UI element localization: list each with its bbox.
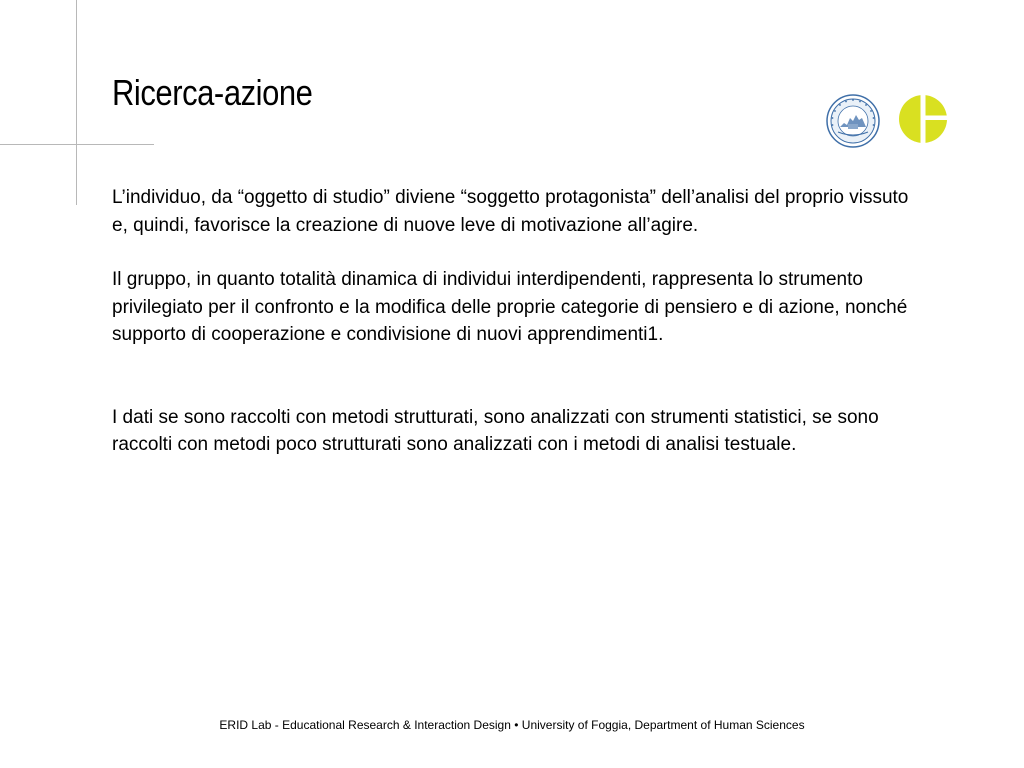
vertical-guide-line [76, 0, 77, 205]
paragraph-data-analysis: I dati se sono raccolti con metodi strutturati, sono analizzati con strumenti statistici, se sono raccolti con metodi poco strutturati sono analizzati con i metodi di analisi testuale. [112, 406, 879, 455]
paragraph-individual: L’individuo, da “oggetto di studio” diviene “soggetto protagonista” dell’analisi del proprio vissuto e, quindi, favorisce la creazione di nuove leve di motivazione all’agire. [112, 187, 909, 236]
slide-footer [0, 718, 1024, 732]
erid-lab-logo-icon [898, 94, 948, 144]
horizontal-guide-line [0, 144, 154, 145]
paragraph-group: Il gruppo, in quanto totalità dinamica di individui interdipendenti, rappresenta lo strumento privilegiato per il confronto e la modifica delle proprie categorie di pensiero e di azione, nonché supporto di cooperazione e condivisione di nuovi apprendimenti1. [112, 269, 908, 345]
footer-text: ERID Lab - Educational Research & Interaction Design • University of Foggia, Department of Human Sciences [219, 718, 805, 732]
university-seal-icon [826, 94, 880, 148]
slide-title: Ricerca-azione [112, 72, 313, 113]
slide-body [112, 184, 922, 459]
